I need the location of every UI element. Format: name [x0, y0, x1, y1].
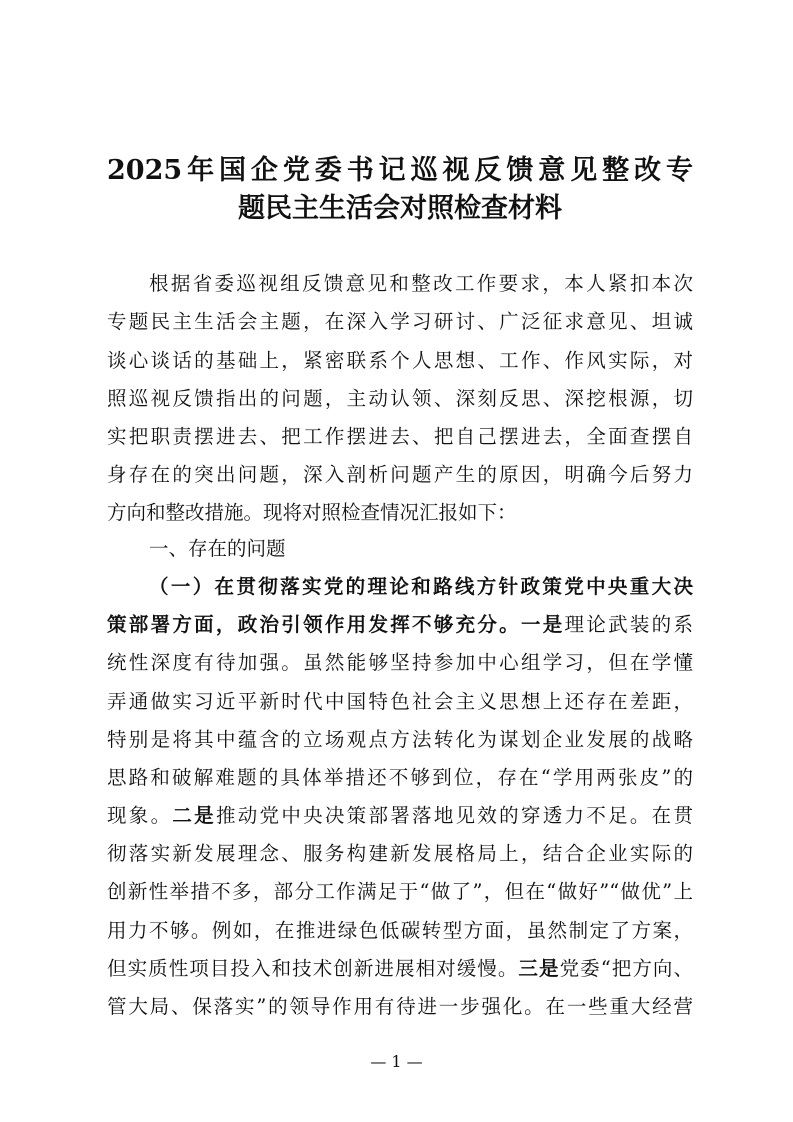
bold-text: 一是 — [520, 613, 565, 636]
text-line — [107, 380, 693, 418]
text-line — [107, 835, 693, 873]
text-line — [107, 988, 693, 1026]
text-run: 方向和整改措施。现将对照检查情况汇报如下： — [107, 501, 517, 524]
text-line — [107, 606, 693, 644]
text-line — [107, 494, 693, 532]
text-run: 特别是将其中蕴含的立场观点方法转化为谋划企业发展的战略 — [107, 728, 693, 751]
text-line — [107, 873, 693, 911]
text-run: 思路和破解难题的具体举措还不够到位，存在“学用两张皮”的 — [107, 766, 693, 789]
text-run: 管大局、保落实”的领导作用有待进一步强化。在一些重大经营 — [107, 995, 693, 1018]
bold-text: 策部署方面，政治引领作用发挥不够充分。 — [107, 613, 521, 636]
text-line — [107, 797, 693, 835]
text-run: 身存在的突出问题，深入剖析问题产生的原因，明确今后努力 — [107, 463, 693, 486]
text-line — [107, 342, 693, 380]
text-run: 现象。 — [107, 804, 173, 827]
text-run: 党委“把方向、 — [559, 957, 693, 980]
text-run: 统性深度有待加强。虽然能够坚持参加中心组学习，但在学懂 — [107, 651, 693, 674]
text-line — [107, 683, 693, 721]
document-title-line-2: 题民主生活会对照检查材料 — [238, 193, 562, 224]
text-run: 一、存在的问题 — [149, 537, 286, 560]
text-line — [107, 456, 693, 494]
text-run: 理论武装的系 — [564, 613, 693, 636]
text-line — [107, 759, 693, 797]
text-run: 用力不够。例如，在推进绿色低碳转型方面，虽然制定了方案， — [107, 919, 693, 942]
text-run: 创新性举措不多，部分工作满足于“做了”，但在“做好”“做优”上 — [107, 880, 693, 903]
text-run: 谈心谈话的基础上，紧密联系个人思想、工作、作风实际，对 — [107, 349, 693, 372]
text-run: 但实质性项目投入和技术创新进展相对缓慢。 — [107, 957, 519, 980]
text-run: 彻落实新发展理念、服务构建新发展格局上，结合企业实际的 — [107, 842, 693, 865]
text-run: 照巡视反馈指出的问题，主动认领、深刻反思、深挖根源，切 — [107, 387, 693, 410]
page-number: — 1 — — [370, 1052, 423, 1071]
text-run: 专题民主生活会主题，在深入学习研讨、广泛征求意见、坦诚 — [107, 310, 693, 333]
document-title-line-1: 2025年国企党委书记巡视反馈意见整改专 — [107, 155, 693, 186]
text-line — [107, 644, 693, 682]
text-line — [107, 950, 693, 988]
text-line — [107, 912, 693, 950]
text-line — [107, 265, 693, 303]
bold-text: 三是 — [518, 957, 560, 980]
text-run: 推动党中央决策部署落地见效的穿透力不足。在贯 — [215, 804, 693, 827]
text-line — [107, 530, 693, 568]
text-run: 实把职责摆进去、把工作摆进去、把自己摆进去，全面查摆自 — [107, 425, 693, 448]
bold-text: （一）在贯彻落实党的理论和路线方针政策党中央重大决 — [149, 575, 693, 598]
text-run: 弄通做实习近平新时代中国特色社会主义思想上还存在差距， — [107, 690, 693, 713]
text-line — [107, 721, 693, 759]
text-line — [107, 568, 693, 606]
bold-text: 二是 — [172, 804, 216, 827]
text-run: 根据省委巡视组反馈意见和整改工作要求，本人紧扣本次 — [149, 272, 693, 295]
text-line — [107, 303, 693, 341]
text-line — [107, 418, 693, 456]
